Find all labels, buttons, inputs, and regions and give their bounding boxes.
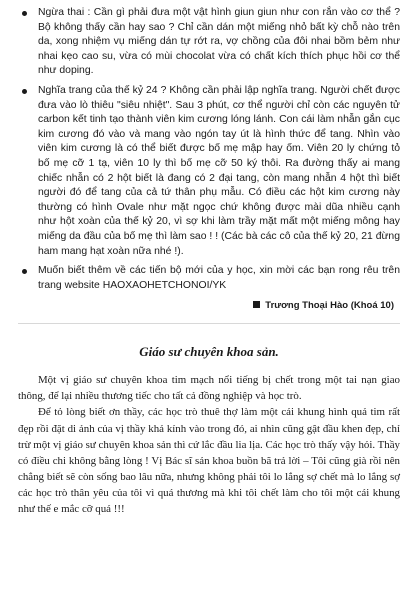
author-byline	[18, 300, 394, 311]
section-divider	[18, 323, 400, 324]
author-name: Trương Thoại Hào (Khoá 10)	[265, 300, 394, 312]
article-paragraph: Để tỏ lòng biết ơn thầy, các học trò thuê thợ làm một cái khung hình quả tim rất đẹp rồi đặt di ảnh của vị thầy khả kính vào trong đó, ai nhìn cũng gật đầu khen đẹp, chỉ trừ một vị giáo sư chuyên khoa sản thì cứ lắc đầu lia lịa. Các học trò thấy vậy hỏi. Thầy có điều chi không bằng lòng ! Vị Bác sĩ sản khoa buồn bã trả lời – Tôi cũng già rồi nên chẳng biết sẽ còn sống bao lâu nữa, nhưng không phải tôi lo lắng sợ chết mà lo lắng sợ các học trò thân yêu của tôi vì quá thương mà khi tôi chết làm cho tôi một cái khung như thế e mắc cỡ quá !!!	[18, 406, 400, 516]
article-title: Giáo sư chuyên khoa sản.	[139, 344, 279, 360]
article-paragraph: Một vị giáo sư chuyên khoa tim mạch nổi tiếng bị chết trong một tai nạn giao thông, để lại nhiều thương tiếc cho tất cả đồng nghiệp và học trò.	[18, 374, 400, 403]
bullet-icon	[22, 269, 27, 274]
bullet-icon	[22, 89, 27, 94]
bullet-list	[18, 6, 400, 293]
bullet-item-contraception	[18, 6, 400, 79]
bullet-item-cemetery	[18, 84, 400, 259]
bullet-text: Ngừa thai : Cần gì phải đưa một vật hình giun giun như con rắn vào cơ thể ? Bộ không thấy cần hay sao ? Chỉ cần dán một miếng nhỏ bất kỳ chỗ nào trên da, xong nhiệm vụ miếng dán tự rớt ra, vợ chồng của đôi nhai bồm bẻm như nhai kẹo cao su, vừa có mùi chocolat vừa có chất kích thích phục hồi cơ thể như doping.	[38, 7, 400, 77]
bullet-text: Muốn biết thêm về các tiến bộ mới của y học, xin mời các bạn rong rêu trên trang website HAOXAOHETCHONOI/YK	[38, 265, 400, 291]
square-bullet-icon	[253, 301, 260, 308]
bullet-text: Nghĩa trang của thế kỷ 24 ? Không cần phải lập nghĩa trang. Người chết được đưa vào lò thiêu "siêu nhiệt". Sau 3 phút, cơ thể người chỉ còn các nguyên tử carbon kết tinh tạo thành viên kim cương lóng lánh. Con cái làm nhẫn gắn cục kim cương đó vào và mang vào ngón tay út là hình thức để tang. Nhìn vào viên kim cương là có thể biết được bố mẹ mập hay ốm. Viên 20 ly chứng tỏ bố mẹ cỡ 1 tạ, viên 10 ly thì bố mẹ cỡ 50 ký thôi. Ra đường thấy ai mang chiếc nhẫn có 2 hột biết là đang có 2 đại tang, còn mang nhẫn 4 hột thì biết người đó để tang của cả tứ thân phụ mẫu. Có điều các hột kim cương này thường có hình Ovale như mặt ngọc chứ không được mài dũa nhiều cạnh như hột xoàn của thế kỷ 20, vì sợ khi làm trầy mặt mất một miếng mông hay miếng da đầu của bố mẹ thì làm sao ! ! (Các bà các cô của thế kỷ 20, 21 đừng ham mang hạt xoàn nữa nhé !).	[38, 84, 400, 257]
bullet-icon	[22, 11, 27, 16]
bullet-item-website	[18, 264, 400, 293]
